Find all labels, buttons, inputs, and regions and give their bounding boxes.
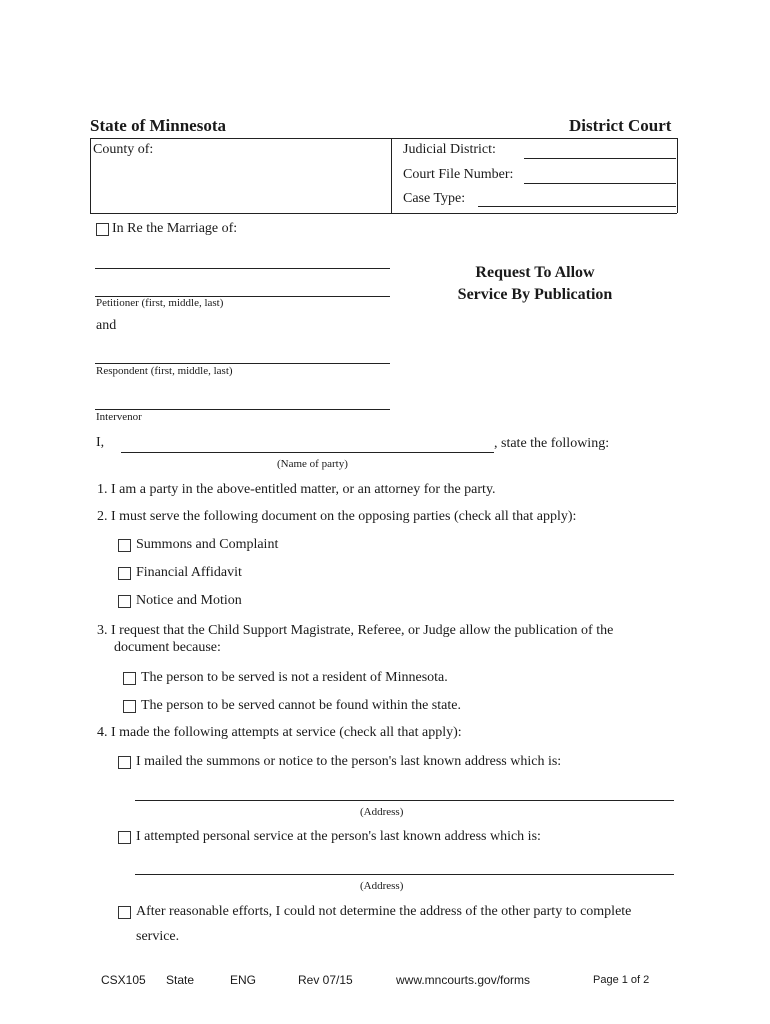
caption-box-right-border <box>677 138 678 213</box>
personal-service-label: I attempted personal service at the person's last known address which is: <box>136 829 541 844</box>
form-title-line-1: Request To Allow <box>475 264 595 281</box>
mailed-summons-checkbox[interactable] <box>118 756 131 769</box>
petitioner-caption: Petitioner (first, middle, last) <box>96 297 224 309</box>
mailed-address-field[interactable] <box>135 800 674 801</box>
court-file-number-field[interactable] <box>524 183 676 184</box>
and-label: and <box>96 318 117 333</box>
footer-scope: State <box>166 973 195 987</box>
personal-service-address-field[interactable] <box>135 874 674 875</box>
court-heading: District Court <box>569 116 672 135</box>
footer-page-number: Page 1 of 2 <box>593 974 650 986</box>
address-unknown-checkbox[interactable] <box>118 906 131 919</box>
form-title-line-2: Service By Publication <box>457 286 613 303</box>
statement-suffix: , state the following: <box>494 436 610 451</box>
notice-motion-label: Notice and Motion <box>136 593 242 608</box>
respondent-name-field[interactable] <box>95 363 390 364</box>
court-file-number-label: Court File Number: <box>403 167 514 182</box>
personal-service-checkbox[interactable] <box>118 831 131 844</box>
item-3-line-1: 3. I request that the Child Support Magistrate, Referee, or Judge allow the publication of the <box>97 623 614 638</box>
cannot-be-found-checkbox[interactable] <box>123 700 136 713</box>
intervenor-caption: Intervenor <box>96 411 142 423</box>
notice-motion-checkbox[interactable] <box>118 595 131 608</box>
footer-form-code: CSX105 <box>101 973 146 987</box>
party-name-caption: (Name of party) <box>277 458 348 470</box>
mailed-summons-label: I mailed the summons or notice to the person's last known address which is: <box>136 754 562 769</box>
personal-service-address-caption: (Address) <box>360 880 404 892</box>
item-3-line-2: document because: <box>114 640 221 655</box>
state-heading: State of Minnesota <box>90 116 226 135</box>
in-re-marriage-checkbox[interactable] <box>96 223 109 236</box>
petitioner-name-field-1[interactable] <box>95 268 390 269</box>
respondent-caption: Respondent (first, middle, last) <box>96 365 233 377</box>
caption-box-top-border <box>90 138 677 139</box>
item-4: 4. I made the following attempts at service (check all that apply): <box>97 725 462 740</box>
in-re-marriage-label: In Re the Marriage of: <box>112 221 238 236</box>
caption-box-divider <box>391 138 392 213</box>
county-field[interactable] <box>92 160 388 210</box>
item-1: 1. I am a party in the above-entitled matter, or an attorney for the party. <box>97 482 496 497</box>
address-unknown-label-line-2: service. <box>136 929 180 944</box>
case-type-field[interactable] <box>478 206 676 207</box>
footer-language: ENG <box>230 973 257 987</box>
judicial-district-field[interactable] <box>524 158 676 159</box>
mailed-address-caption: (Address) <box>360 806 404 818</box>
caption-box-bottom-border <box>90 213 677 214</box>
judicial-district-label: Judicial District: <box>403 142 496 157</box>
not-resident-label: The person to be served is not a resident of Minnesota. <box>141 670 448 685</box>
cannot-be-found-label: The person to be served cannot be found within the state. <box>141 698 461 713</box>
statement-pronoun: I, <box>96 435 105 450</box>
party-name-field[interactable] <box>121 452 494 453</box>
item-2: 2. I must serve the following document on the opposing parties (check all that apply): <box>97 509 577 524</box>
financial-affidavit-checkbox[interactable] <box>118 567 131 580</box>
summons-complaint-checkbox[interactable] <box>118 539 131 552</box>
caption-box-left-border <box>90 138 91 213</box>
case-type-label: Case Type: <box>403 191 466 206</box>
not-resident-checkbox[interactable] <box>123 672 136 685</box>
financial-affidavit-label: Financial Affidavit <box>136 565 242 580</box>
footer-revision: Rev 07/15 <box>298 973 353 987</box>
summons-complaint-label: Summons and Complaint <box>136 537 279 552</box>
footer-url[interactable]: www.mncourts.gov/forms <box>396 973 531 987</box>
intervenor-name-field[interactable] <box>95 409 390 410</box>
county-label: County of: <box>93 142 154 157</box>
address-unknown-label-line-1: After reasonable efforts, I could not determine the address of the other party to complete <box>136 904 632 919</box>
